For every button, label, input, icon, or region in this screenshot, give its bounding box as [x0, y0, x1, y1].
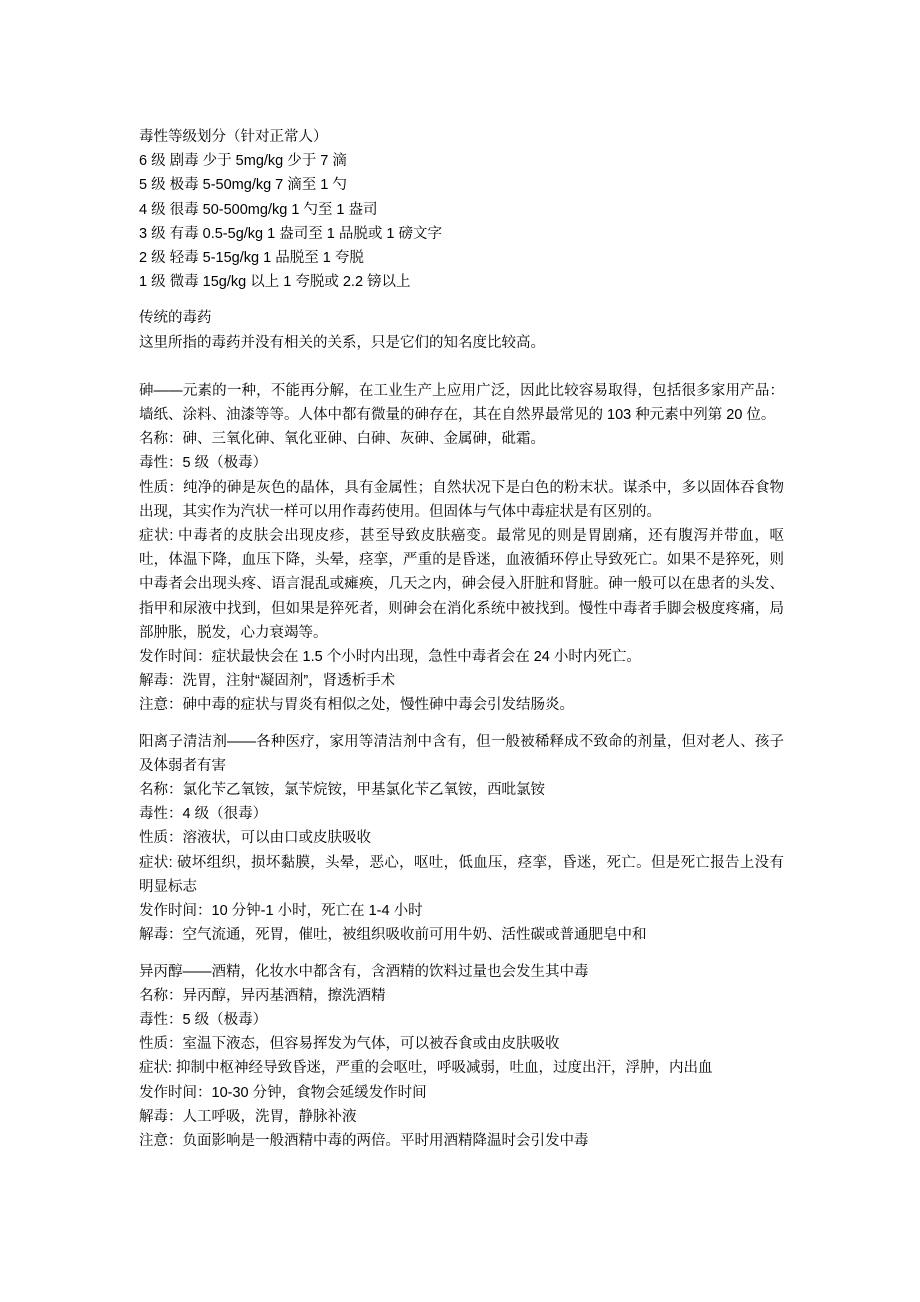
poison-properties: 性质：纯净的砷是灰色的晶体，具有金属性；自然状况下是白色的粉末状。谋杀中，多以固体吞食物出现，其实作为汽状一样可以用作毒药使用。但固体与气体中毒症状是有区别的。 — [139, 479, 784, 520]
poison-toxicity: 毒性：5 级（极毒） — [139, 1011, 268, 1028]
poison-description: 砷——元素的一种，不能再分解，在工业生产上应用广泛，因此比较容易取得，包括很多家用产品：墙纸、涂料、油漆等等。人体中都有微量的砷存在，其在自然界最常见的 103 种元素中列第 20 位。 — [139, 382, 784, 424]
document-page — [139, 125, 784, 1153]
toxicity-scale-title: 毒性等级划分（针对正常人） — [139, 129, 328, 145]
poison-description: 阳离子清洁剂——各种医疗，家用等清洁剂中含有，但一般被稀释成不致命的剂量，但对老人、孩子及体弱者有害 — [139, 733, 784, 774]
intro-heading: 传统的毒药 — [139, 310, 212, 327]
spacer — [139, 718, 784, 730]
poison-symptoms: 症状: 破坏组织，损坏黏膜，头晕，恶心，呕吐，低血压，痉挛，昏迷，死亡。但是死亡报告上没有明显标志 — [139, 854, 784, 895]
toxicity-level-5: 5 级 极毒 5-50mg/kg 7 滴至 1 勺 — [139, 177, 347, 194]
poison-antidote: 解毒：洗胃，注射“凝固剂”，肾透析手术 — [139, 673, 396, 690]
toxicity-scale-section — [139, 125, 784, 294]
spacer — [139, 294, 784, 306]
spacer — [139, 948, 784, 960]
poison-onset-time: 发作时间：10 分钟-1 小时，死亡在 1-4 小时 — [139, 903, 423, 920]
poison-note: 注意：负面影响是一般酒精中毒的两倍。平时用酒精降温时会引发中毒 — [139, 1132, 589, 1149]
poison-isopropanol — [139, 960, 784, 1154]
toxicity-level-6: 6 级 剧毒 少于 5mg/kg 少于 7 滴 — [139, 153, 347, 170]
poison-symptoms: 症状: 中毒者的皮肤会出现皮疹，甚至导致皮肤癌变。最常见的则是胃剧痛，还有腹泻并带血，呕吐，体温下降，血压下降，头晕，痉挛，严重的是昏迷，血液循环停止导致死亡。如果不是猝死，则中毒者会出现头疼、语言混乱或瘫痪，几天之内，砷会侵入肝脏和肾脏。砷一般可以在患者的头发、指甲和尿液中找到，但如果是猝死者，则砷会在消化系统中被找到。慢性中毒者手脚会极度疼痛，局部肿胀，脱发，心力衰竭等。 — [139, 528, 784, 641]
poison-toxicity: 毒性：5 级（极毒） — [139, 455, 268, 472]
poison-arsenic — [139, 379, 784, 718]
poison-antidote: 解毒：人工呼吸，洗胃，静脉补液 — [139, 1108, 357, 1125]
poison-antidote: 解毒：空气流通，死胃，催吐，被组织吸收前可用牛奶、活性碳或普通肥皂中和 — [139, 927, 647, 944]
toxicity-level-3: 3 级 有毒 0.5-5g/kg 1 盎司至 1 品脱或 1 磅文字 — [139, 225, 442, 242]
poison-properties: 性质：室温下液态，但容易挥发为气体，可以被吞食或由皮肤吸收 — [139, 1036, 560, 1053]
toxicity-level-1: 1 级 微毒 15g/kg 以上 1 夸脱或 2.2 镑以上 — [139, 274, 411, 291]
poison-onset-time: 发作时间：症状最快会在 1.5 个小时内出现，急性中毒者会在 24 小时内死亡。 — [139, 649, 641, 666]
poison-names: 名称：异丙醇，异丙基酒精，擦洗酒精 — [139, 987, 386, 1004]
poison-onset-time: 发作时间：10-30 分钟，食物会延缓发作时间 — [139, 1084, 427, 1101]
poison-symptoms: 症状: 抑制中枢神经导致昏迷，严重的会呕吐，呼吸减弱，吐血，过度出汗，浮肿，内出血 — [139, 1060, 713, 1077]
intro-section — [139, 306, 784, 354]
toxicity-level-4: 4 级 很毒 50-500mg/kg 1 勺至 1 盎司 — [139, 201, 378, 218]
poison-names: 名称：砷、三氧化砷、氧化亚砷、白砷、灰砷、金属砷，砒霜。 — [139, 431, 545, 448]
poison-description: 异丙醇——酒精，化妆水中都含有，含酒精的饮料过量也会发生其中毒 — [139, 963, 589, 980]
spacer — [139, 355, 784, 379]
poison-cationic-detergent — [139, 730, 784, 948]
intro-text: 这里所指的毒药并没有相关的关系，只是它们的知名度比较高。 — [139, 334, 545, 351]
toxicity-level-2: 2 级 轻毒 5-15g/kg 1 品脱至 1 夸脱 — [139, 250, 364, 267]
poison-names: 名称：氯化苄乙氧铵，氯苄烷铵，甲基氯化苄乙氧铵，西吡氯铵 — [139, 782, 545, 799]
poison-note: 注意：砷中毒的症状与胃炎有相似之处，慢性砷中毒会引发结肠炎。 — [139, 697, 574, 714]
poison-toxicity: 毒性：4 级（很毒） — [139, 806, 268, 823]
poison-properties: 性质：溶液状，可以由口或皮肤吸收 — [139, 830, 371, 847]
